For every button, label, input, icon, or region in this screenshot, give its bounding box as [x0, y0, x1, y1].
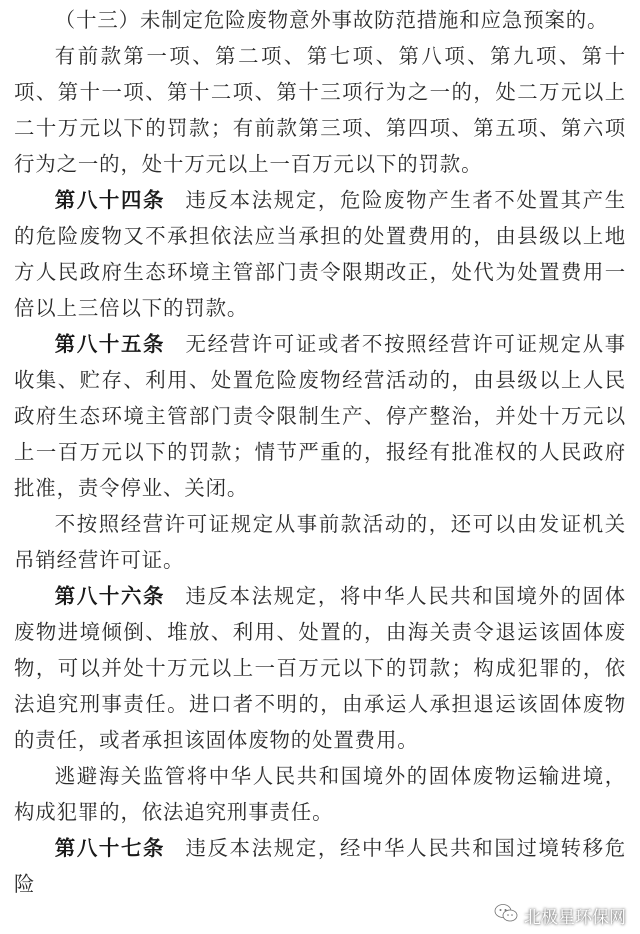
article-86 [14, 578, 626, 758]
article-87 [14, 830, 626, 902]
article-title: 第八十六条 [54, 584, 166, 608]
article-title: 第八十七条 [54, 836, 166, 860]
paragraph-text: 违反本法规定，将中华人民共和国境外的固体废物进境倾倒、堆放、利用、处置的，由海关责令退运该固体废物，可以并处十万元以上一百万元以下的罚款；构成犯罪的，依法追究刑事责任。进口者不明的，由承运人承担退运该固体废物的责任，或者承担该固体废物的处置费用。 [14, 584, 627, 752]
article-title: 第八十五条 [54, 332, 166, 356]
paragraph-text: 无经营许可证或者不按照经营许可证规定从事收集、贮存、利用、处置危险废物经营活动的，由县级以上人民政府生态环境主管部门责令限制生产、停产整治，并处十万元以上一百万元以下的罚款；情节严重的，报经有批准权的人民政府批准，责令停业、关闭。 [14, 332, 627, 500]
document-body [14, 0, 626, 902]
wechat-logo-icon [494, 903, 518, 928]
article-85-clause-2 [14, 506, 626, 578]
paragraph-text: （十三）未制定危险废物意外事故防范措施和应急预案的。 [54, 8, 609, 32]
paragraph-item-13 [14, 0, 626, 38]
article-title: 第八十四条 [54, 188, 166, 212]
paragraph-text: 逃避海关监管将中华人民共和国境外的固体废物运输进境，构成犯罪的，依法追究刑事责任。 [14, 764, 626, 824]
paragraph-penalty-clause [14, 38, 626, 182]
paragraph-text: 违反本法规定，危险废物产生者不处置其产生的危险废物又不承担依法应当承担的处置费用的，由县级以上地方人民政府生态环境主管部门责令限期改正，处代为处置费用一倍以上三倍以下的罚款。 [14, 188, 627, 320]
paragraph-text: 有前款第一项、第二项、第七项、第八项、第九项、第十项、第十一项、第十二项、第十三项行为之一的，处二万元以上二十万元以下的罚款；有前款第三项、第四项、第五项、第六项行为之一的，处十万元以上一百万元以下的罚款。 [14, 44, 626, 176]
article-84 [14, 182, 626, 326]
article-86-clause-2 [14, 758, 626, 830]
watermark-text: 北极星环保网 [524, 908, 626, 928]
paragraph-text: 违反本法规定，经中华人民共和国过境转移危险 [14, 836, 627, 896]
paragraph-text: 不按照经营许可证规定从事前款活动的，还可以由发证机关吊销经营许可证。 [14, 512, 626, 572]
source-watermark [494, 903, 626, 928]
article-85 [14, 326, 626, 506]
